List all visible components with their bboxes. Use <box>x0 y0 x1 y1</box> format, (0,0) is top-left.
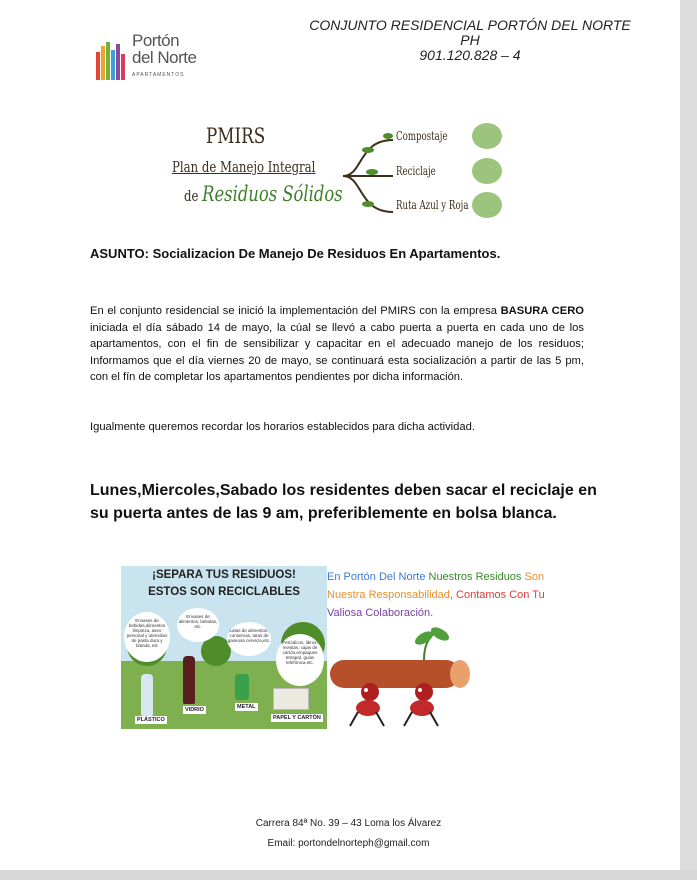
wine-bottle-icon <box>183 656 195 704</box>
compost-bin-icon <box>472 123 502 149</box>
ants-carrying-log-illustration <box>328 620 498 730</box>
plastic-bottle-icon <box>141 674 153 716</box>
poster-bubble-paper: Periódicos, libros, revistas, cajas de cartón,empaques tetrapat, guias telefónica,etc. <box>276 634 324 686</box>
recycle-icon <box>472 158 502 184</box>
label-glass: VIDRIO <box>185 707 204 713</box>
pmirs-line2: de Residuos Sólidos <box>184 182 343 206</box>
responsibility-message: En Portón Del Norte Nuestros Residuos Son Nuestra Responsabilidad, Contamos Con Tu Valiosa Colaboración. <box>327 571 545 619</box>
pmirs-line1: Plan de Manejo Integral <box>172 158 316 176</box>
leaf-icon <box>472 192 502 218</box>
pmirs-acronym: PMIRS <box>206 124 266 148</box>
recyclables-poster <box>121 566 327 729</box>
label-paper: PAPEL Y CARTÓN <box>273 715 321 721</box>
logo-bars-icon <box>96 40 130 80</box>
body-paragraph-2: Igualmente queremos recordar los horarios establecidos para dicha actividad. <box>90 421 475 433</box>
schedule-notice: Lunes,Miercoles,Sabado los residentes deben sacar el reciclaje en su puerta antes de las 9 am, preferiblemente en bolsa blanca. <box>90 482 597 522</box>
logo-name: Portón del Norte <box>132 31 197 67</box>
org-nit: 901.120.828 – 4 <box>419 47 521 63</box>
pmirs-item-reciclaje: Reciclaje <box>396 164 436 178</box>
label-metal: METAL <box>237 704 256 710</box>
poster-bubble-metal: Latas de alimentos, conservas, tatas de gaseosa cerveza,etc. <box>227 622 271 656</box>
branch-icon <box>338 128 398 218</box>
poster-title-2: ESTOS SON RECICLABLES <box>148 586 300 598</box>
label-plastic: PLÁSTICO <box>137 717 165 723</box>
org-name: CONJUNTO RESIDENCIAL PORTÓN DEL NORTE PH <box>309 17 631 48</box>
body-paragraph-1: En el conjunto residencial se inició la implementación del PMIRS con la empresa BASURA CERO iniciada el día sábado 14 de mayo, la cúal se llevó a cabo puerta a puerta en cada uno de los apartamentos, con el fin de sensibilizar y capacitar en el adecuado manejo de los residuos; Informamos que el día viernes 20 de mayo, se continuará esta socialización a partir de las 5 pm, con el fín de completar los apartamentos pendientes por dicha información. <box>90 305 585 383</box>
poster-bubble-plastic: Envases de bebidas,alimentos limpieza, aseo personal y utensilios de pasta dura y blanda, etc <box>124 612 170 662</box>
logo-subtitle: APARTAMENTOS <box>132 72 185 78</box>
papers-icon <box>273 688 309 710</box>
page-shadow-bottom <box>0 870 697 880</box>
page-shadow-right <box>680 0 697 880</box>
can-icon <box>235 674 249 700</box>
pmirs-item-ruta: Ruta Azul y Roja <box>396 198 469 212</box>
pmirs-banner <box>168 118 518 218</box>
poster-bubble-glass: Envases de alimentos, bebidas, etc. <box>177 608 219 642</box>
poster-title-1: ¡SEPARA TUS RESIDUOS! <box>152 569 296 581</box>
footer-email: Email: portondelnorteph@gmail.com <box>267 838 430 849</box>
porton-del-norte-logo <box>96 30 206 90</box>
subject-line: ASUNTO: Socializacion De Manejo De Residuos En Apartamentos. <box>90 246 501 261</box>
org-header <box>300 18 640 63</box>
footer-address: Carrera 84ª No. 39 – 43 Loma los Álvarez <box>255 818 442 829</box>
pmirs-item-compostaje: Compostaje <box>396 129 448 143</box>
